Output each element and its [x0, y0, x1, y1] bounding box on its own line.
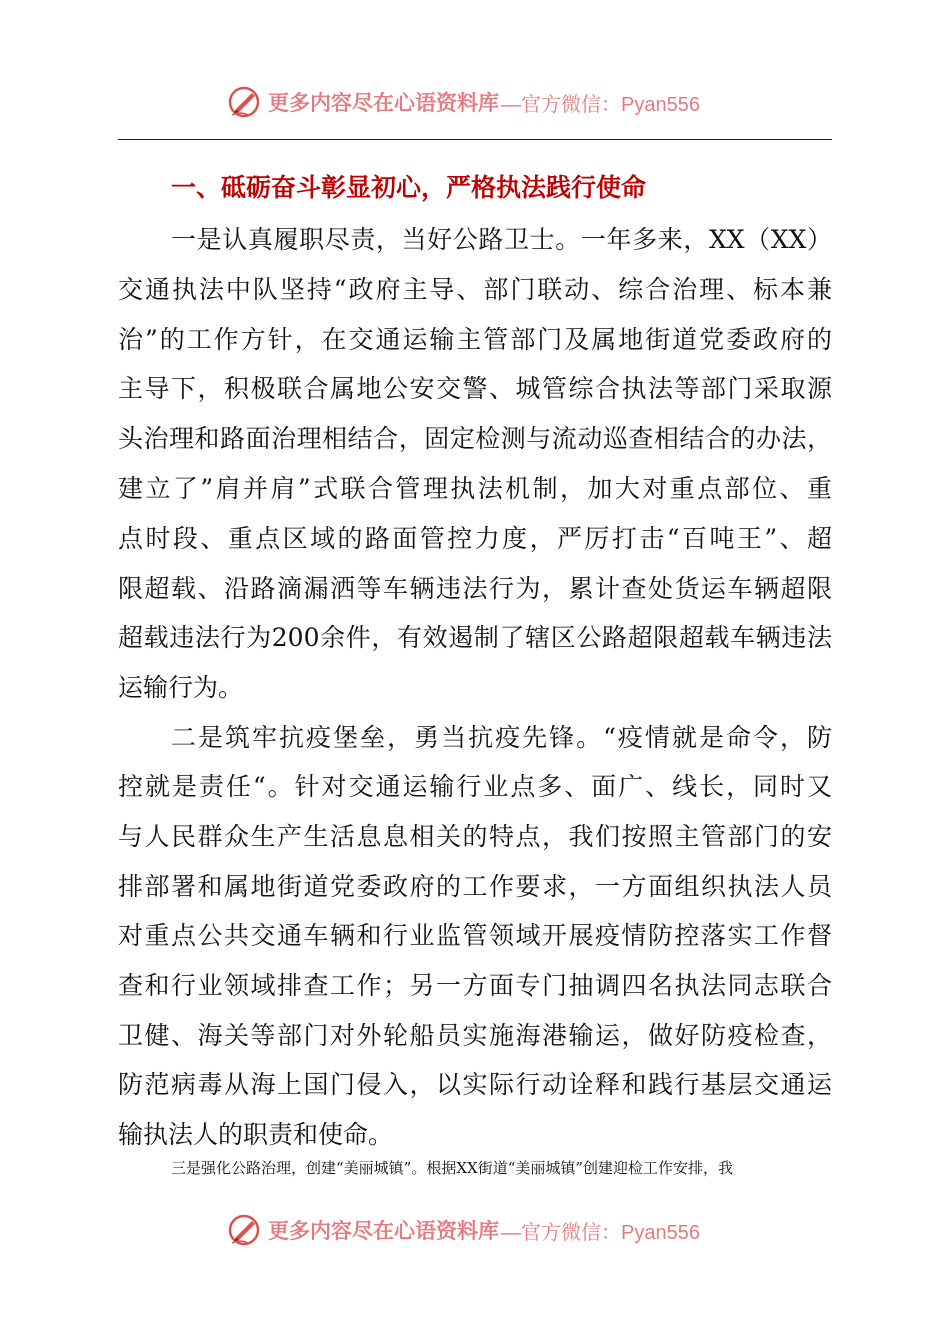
- text-line: 对重点公共交通车辆和行业监管领域开展疫情防控落实工作督: [118, 921, 832, 950]
- text-line: 建立了”肩并肩”式联合管理执法机制，加大对重点部位、重: [118, 474, 832, 503]
- bottom-banner: [228, 1210, 700, 1250]
- banner-wechat-text: —官方微信：Pyan556: [501, 93, 700, 116]
- text-line: 头治理和路面治理相结合，固定检测与流动巡查相结合的办法，: [118, 424, 832, 453]
- text-line: 超载违法行为200余件，有效遏制了辖区公路超限超载车辆违法: [118, 623, 832, 652]
- text-line: 输执法人的职责和使命。: [118, 1120, 394, 1149]
- pen-logo-icon: [228, 85, 262, 119]
- banner-brand-text: 更多内容尽在心语资料库: [268, 1218, 499, 1243]
- text-line: 治”的工作方针，在交通运输主管部门及属地街道党委政府的: [118, 325, 832, 354]
- text-line: 与人民群众生产生活息息相关的特点，我们按照主管部门的安: [118, 822, 832, 851]
- top-banner: [228, 82, 700, 122]
- section-heading: 一、砥砺奋斗彰显初心，严格执法践行使命: [171, 173, 647, 202]
- text-line: 交通执法中队坚持“政府主导、部门联动、综合治理、标本兼: [118, 275, 832, 304]
- text-line: 控就是责任“。针对交通运输行业点多、面广、线长，同时又: [118, 772, 832, 801]
- banner-wechat-text: —官方微信：Pyan556: [501, 1221, 700, 1244]
- text-line: 查和行业领域排查工作；另一方面专门抽调四名执法同志联合: [118, 971, 832, 1000]
- text-line: 限超载、沿路滴漏洒等车辆违法行为，累计查处货运车辆超限: [118, 574, 832, 603]
- pen-logo-icon: [228, 1213, 262, 1247]
- text-line: 排部署和属地街道党委政府的工作要求，一方面组织执法人员: [118, 872, 832, 901]
- header-divider: [118, 139, 832, 140]
- banner-brand-text: 更多内容尽在心语资料库: [268, 90, 499, 115]
- text-line: 主导下，积极联合属地公安交警、城管综合执法等部门采取源: [118, 374, 832, 403]
- text-line: 防范病毒从海上国门侵入，以实际行动诠释和践行基层交通运: [118, 1070, 832, 1099]
- text-line: 点时段、重点区域的路面管控力度，严厉打击“百吨王”、超: [118, 524, 832, 553]
- text-line: 运输行为。: [118, 673, 244, 702]
- paragraph-3: 三是强化公路治理，创建“美丽城镇”。根据XX街道“美丽城镇”创建迎检工作安排，我: [171, 1159, 734, 1177]
- text-line: 二是筑牢抗疫堡垒，勇当抗疫先锋。“疫情就是命令，防: [171, 723, 832, 752]
- text-line: 一是认真履职尽责，当好公路卫士。一年多来，XX（XX）: [171, 225, 832, 254]
- text-line: 卫健、海关等部门对外轮船员实施海港输运，做好防疫检查，: [118, 1021, 832, 1050]
